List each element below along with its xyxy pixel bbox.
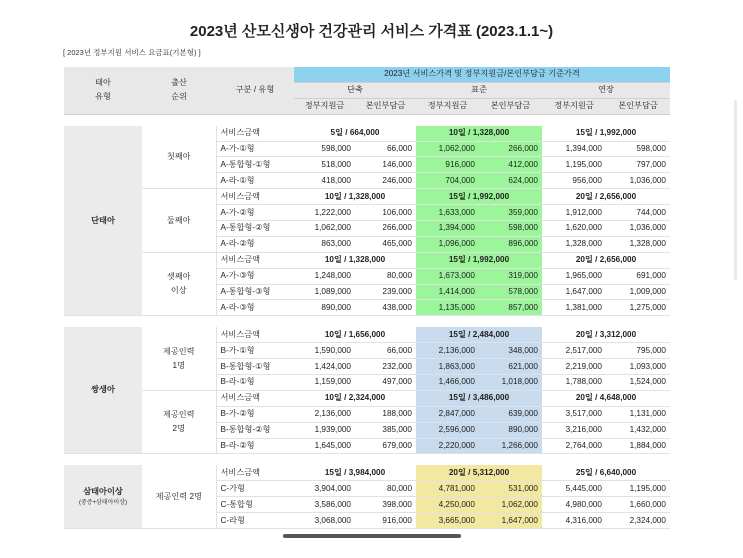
self-pay-value: 1,660,000 <box>606 497 670 513</box>
gov-subsidy-value: 1,645,000 <box>294 438 355 454</box>
gov-subsidy-value: 890,000 <box>294 300 355 316</box>
birth-order-cell <box>142 252 216 316</box>
gov-subsidy-value: 2,136,000 <box>294 406 355 422</box>
self-pay-value: 1,036,000 <box>606 221 670 237</box>
header-period-standard: 표준 <box>416 82 542 98</box>
table-row <box>64 390 670 406</box>
home-indicator[interactable] <box>283 534 461 538</box>
gov-subsidy-value: 1,394,000 <box>416 221 479 237</box>
table-row <box>64 252 670 268</box>
self-pay-value: 1,524,000 <box>606 375 670 391</box>
self-pay-value: 266,000 <box>479 141 542 157</box>
gov-subsidy-value: 704,000 <box>416 173 479 189</box>
self-pay-value: 465,000 <box>355 236 416 252</box>
self-pay-value: 80,000 <box>355 268 416 284</box>
gov-subsidy-value: 4,781,000 <box>416 481 479 497</box>
gov-subsidy-value: 1,466,000 <box>416 375 479 391</box>
table-row <box>64 126 670 141</box>
service-total-short: 5일 / 664,000 <box>294 126 416 141</box>
header-birth-order <box>142 67 216 114</box>
birth-order-cell <box>142 189 216 253</box>
self-pay-value: 348,000 <box>479 343 542 359</box>
self-pay-value: 1,062,000 <box>479 497 542 513</box>
service-total-extended: 20일 / 2,656,000 <box>542 189 670 205</box>
gov-subsidy-value: 2,596,000 <box>416 422 479 438</box>
self-pay-value: 80,000 <box>355 481 416 497</box>
header-birth-line2: 순위 <box>171 92 187 102</box>
gov-subsidy-value: 1,414,000 <box>416 284 479 300</box>
header-gov-subsidy: 정부지원금 <box>416 98 479 114</box>
self-pay-value: 916,000 <box>355 513 416 529</box>
service-total-standard: 15일 / 1,992,000 <box>416 252 542 268</box>
gov-subsidy-value: 5,445,000 <box>542 481 606 497</box>
self-pay-value: 1,195,000 <box>606 481 670 497</box>
header-gov-subsidy: 정부지원금 <box>294 98 355 114</box>
birth-order-cell <box>142 126 216 189</box>
header-birth-line1: 출산 <box>171 78 187 88</box>
gov-subsidy-value: 1,788,000 <box>542 375 606 391</box>
self-pay-value: 266,000 <box>355 221 416 237</box>
header-self-pay: 본인부담금 <box>606 98 670 114</box>
row-type-label: 서비스금액 <box>216 252 294 268</box>
row-type-label: A-가-②형 <box>216 205 294 221</box>
header-self-pay: 본인부담금 <box>479 98 542 114</box>
price-table <box>64 67 670 529</box>
fetus-type-label: 단태아 <box>91 215 115 225</box>
self-pay-value: 188,000 <box>355 406 416 422</box>
gov-subsidy-value: 1,863,000 <box>416 359 479 375</box>
birth-order-line2: 2명 <box>172 424 185 434</box>
service-total-standard: 20일 / 5,312,000 <box>416 465 542 480</box>
scrollbar[interactable] <box>734 100 737 280</box>
gov-subsidy-value: 1,394,000 <box>542 141 606 157</box>
self-pay-value: 2,324,000 <box>606 513 670 529</box>
row-type-label: 서비스금액 <box>216 327 294 342</box>
header-fetus-type <box>64 67 142 114</box>
self-pay-value: 691,000 <box>606 268 670 284</box>
self-pay-value: 1,131,000 <box>606 406 670 422</box>
gov-subsidy-value: 1,096,000 <box>416 236 479 252</box>
gov-subsidy-value: 1,222,000 <box>294 205 355 221</box>
gov-subsidy-value: 1,062,000 <box>416 141 479 157</box>
header-banner: 2023년 서비스가격 및 정부지원금/본인부담금 기준가격 <box>294 67 670 82</box>
gov-subsidy-value: 1,328,000 <box>542 236 606 252</box>
self-pay-value: 412,000 <box>479 157 542 173</box>
self-pay-value: 438,000 <box>355 300 416 316</box>
table-row <box>64 465 670 480</box>
fetus-type-label: 쌍생아 <box>91 385 115 395</box>
gov-subsidy-value: 518,000 <box>294 157 355 173</box>
gov-subsidy-value: 1,912,000 <box>542 205 606 221</box>
self-pay-value: 319,000 <box>479 268 542 284</box>
fetus-type-cell <box>64 465 142 528</box>
table-row <box>64 189 670 205</box>
birth-order-label: 둘째아 <box>166 215 191 225</box>
header-gov-subsidy: 정부지원금 <box>542 98 606 114</box>
gov-subsidy-value: 2,136,000 <box>416 343 479 359</box>
row-type-label: A-라-①형 <box>216 173 294 189</box>
row-type-label: 서비스금액 <box>216 465 294 480</box>
self-pay-value: 246,000 <box>355 173 416 189</box>
self-pay-value: 890,000 <box>479 422 542 438</box>
gov-subsidy-value: 2,764,000 <box>542 438 606 454</box>
gov-subsidy-value: 2,847,000 <box>416 406 479 422</box>
service-total-extended: 15일 / 1,992,000 <box>542 126 670 141</box>
table-row <box>64 327 670 342</box>
birth-order-label: 제공인력 2명 <box>155 491 202 501</box>
gov-subsidy-value: 2,219,000 <box>542 359 606 375</box>
self-pay-value: 578,000 <box>479 284 542 300</box>
fetus-type-label: 삼태아이상 <box>83 487 123 497</box>
row-type-label: B-통합형-①형 <box>216 359 294 375</box>
birth-order-cell <box>142 390 216 454</box>
service-total-extended: 25일 / 6,640,000 <box>542 465 670 480</box>
self-pay-value: 744,000 <box>606 205 670 221</box>
header-fetus-line1: 태아 <box>95 78 111 88</box>
service-total-short: 10일 / 1,656,000 <box>294 327 416 342</box>
row-type-label: A-가-③형 <box>216 268 294 284</box>
row-type-label: A-라-②형 <box>216 236 294 252</box>
self-pay-value: 624,000 <box>479 173 542 189</box>
gov-subsidy-value: 4,980,000 <box>542 497 606 513</box>
row-type-label: A-라-③형 <box>216 300 294 316</box>
gov-subsidy-value: 956,000 <box>542 173 606 189</box>
service-total-short: 10일 / 1,328,000 <box>294 189 416 205</box>
gov-subsidy-value: 1,195,000 <box>542 157 606 173</box>
header-period-extended: 연장 <box>542 82 670 98</box>
gov-subsidy-value: 4,250,000 <box>416 497 479 513</box>
self-pay-value: 598,000 <box>479 221 542 237</box>
self-pay-value: 896,000 <box>479 236 542 252</box>
row-type-label: B-라-②형 <box>216 438 294 454</box>
row-type-label: B-가-②형 <box>216 406 294 422</box>
gov-subsidy-value: 1,965,000 <box>542 268 606 284</box>
self-pay-value: 106,000 <box>355 205 416 221</box>
gov-subsidy-value: 1,159,000 <box>294 375 355 391</box>
birth-order-line1: 제공인력 <box>162 410 195 420</box>
self-pay-value: 146,000 <box>355 157 416 173</box>
gov-subsidy-value: 1,381,000 <box>542 300 606 316</box>
gov-subsidy-value: 1,620,000 <box>542 221 606 237</box>
row-type-label: A-통합형-③형 <box>216 284 294 300</box>
service-total-standard: 15일 / 3,486,000 <box>416 390 542 406</box>
row-type-label: A-가-①형 <box>216 141 294 157</box>
gov-subsidy-value: 1,633,000 <box>416 205 479 221</box>
birth-order-label: 첫째아 <box>166 151 191 161</box>
gov-subsidy-value: 2,517,000 <box>542 343 606 359</box>
self-pay-value: 359,000 <box>479 205 542 221</box>
row-type-label: 서비스금액 <box>216 126 294 141</box>
gov-subsidy-value: 2,220,000 <box>416 438 479 454</box>
self-pay-value: 1,275,000 <box>606 300 670 316</box>
self-pay-value: 598,000 <box>606 141 670 157</box>
gov-subsidy-value: 3,904,000 <box>294 481 355 497</box>
gov-subsidy-value: 598,000 <box>294 141 355 157</box>
page-title: 2023년 산모신생아 건강관리 서비스 가격표 (2023.1.1~) <box>189 23 554 40</box>
service-total-extended: 20일 / 4,648,000 <box>542 390 670 406</box>
gov-subsidy-value: 418,000 <box>294 173 355 189</box>
self-pay-value: 1,647,000 <box>479 513 542 529</box>
service-total-short: 15일 / 3,984,000 <box>294 465 416 480</box>
gov-subsidy-value: 1,248,000 <box>294 268 355 284</box>
row-type-label: 서비스금액 <box>216 390 294 406</box>
gov-subsidy-value: 1,673,000 <box>416 268 479 284</box>
service-total-standard: 15일 / 2,484,000 <box>416 327 542 342</box>
gov-subsidy-value: 916,000 <box>416 157 479 173</box>
service-total-standard: 10일 / 1,328,000 <box>416 126 542 141</box>
header-category: 구분 / 유형 <box>216 67 294 114</box>
header-self-pay: 본인부담금 <box>355 98 416 114</box>
self-pay-value: 66,000 <box>355 343 416 359</box>
gov-subsidy-value: 3,517,000 <box>542 406 606 422</box>
gov-subsidy-value: 1,647,000 <box>542 284 606 300</box>
row-type-label: C-가형 <box>216 481 294 497</box>
gov-subsidy-value: 1,089,000 <box>294 284 355 300</box>
service-total-extended: 20일 / 3,312,000 <box>542 327 670 342</box>
gov-subsidy-value: 1,424,000 <box>294 359 355 375</box>
gov-subsidy-value: 1,135,000 <box>416 300 479 316</box>
self-pay-value: 497,000 <box>355 375 416 391</box>
fetus-type-cell <box>64 327 142 454</box>
header-fetus-line2: 유형 <box>95 92 111 102</box>
self-pay-value: 1,432,000 <box>606 422 670 438</box>
row-type-label: B-가-①형 <box>216 343 294 359</box>
self-pay-value: 531,000 <box>479 481 542 497</box>
row-type-label: 서비스금액 <box>216 189 294 205</box>
self-pay-value: 1,009,000 <box>606 284 670 300</box>
self-pay-value: 232,000 <box>355 359 416 375</box>
birth-order-cell <box>142 465 216 528</box>
gov-subsidy-value: 4,316,000 <box>542 513 606 529</box>
gov-subsidy-value: 1,939,000 <box>294 422 355 438</box>
table-subtitle: [ 2023년 정부지원 서비스 요금표(기본형) ] <box>63 48 201 57</box>
gov-subsidy-value: 3,068,000 <box>294 513 355 529</box>
self-pay-value: 679,000 <box>355 438 416 454</box>
service-total-short: 10일 / 1,328,000 <box>294 252 416 268</box>
birth-order-line1: 제공인력 <box>162 346 195 356</box>
birth-order-line1: 셋째아 <box>166 272 191 282</box>
self-pay-value: 621,000 <box>479 359 542 375</box>
self-pay-value: 239,000 <box>355 284 416 300</box>
row-type-label: B-통합형-②형 <box>216 422 294 438</box>
birth-order-cell <box>142 327 216 390</box>
gov-subsidy-value: 3,665,000 <box>416 513 479 529</box>
gov-subsidy-value: 1,590,000 <box>294 343 355 359</box>
self-pay-value: 66,000 <box>355 141 416 157</box>
gov-subsidy-value: 1,062,000 <box>294 221 355 237</box>
self-pay-value: 398,000 <box>355 497 416 513</box>
birth-order-line2: 이상 <box>170 286 187 296</box>
self-pay-value: 639,000 <box>479 406 542 422</box>
self-pay-value: 797,000 <box>606 157 670 173</box>
self-pay-value: 1,884,000 <box>606 438 670 454</box>
self-pay-value: 857,000 <box>479 300 542 316</box>
birth-order-line2: 1명 <box>172 360 185 370</box>
self-pay-value: 1,328,000 <box>606 236 670 252</box>
row-type-label: A-통합형-②형 <box>216 221 294 237</box>
fetus-type-note: (중증+삼태아이상) <box>78 500 128 507</box>
gov-subsidy-value: 3,586,000 <box>294 497 355 513</box>
row-type-label: A-통합형-①형 <box>216 157 294 173</box>
gov-subsidy-value: 863,000 <box>294 236 355 252</box>
header-period-short: 단축 <box>294 82 416 98</box>
service-total-extended: 20일 / 2,656,000 <box>542 252 670 268</box>
self-pay-value: 1,266,000 <box>479 438 542 454</box>
self-pay-value: 1,036,000 <box>606 173 670 189</box>
gov-subsidy-value: 3,216,000 <box>542 422 606 438</box>
service-total-standard: 15일 / 1,992,000 <box>416 189 542 205</box>
row-type-label: B-라-①형 <box>216 375 294 391</box>
service-total-short: 10일 / 2,324,000 <box>294 390 416 406</box>
row-type-label: C-라형 <box>216 513 294 529</box>
self-pay-value: 385,000 <box>355 422 416 438</box>
fetus-type-cell <box>64 126 142 316</box>
row-type-label: C-통합형 <box>216 497 294 513</box>
self-pay-value: 1,093,000 <box>606 359 670 375</box>
self-pay-value: 1,018,000 <box>479 375 542 391</box>
self-pay-value: 795,000 <box>606 343 670 359</box>
